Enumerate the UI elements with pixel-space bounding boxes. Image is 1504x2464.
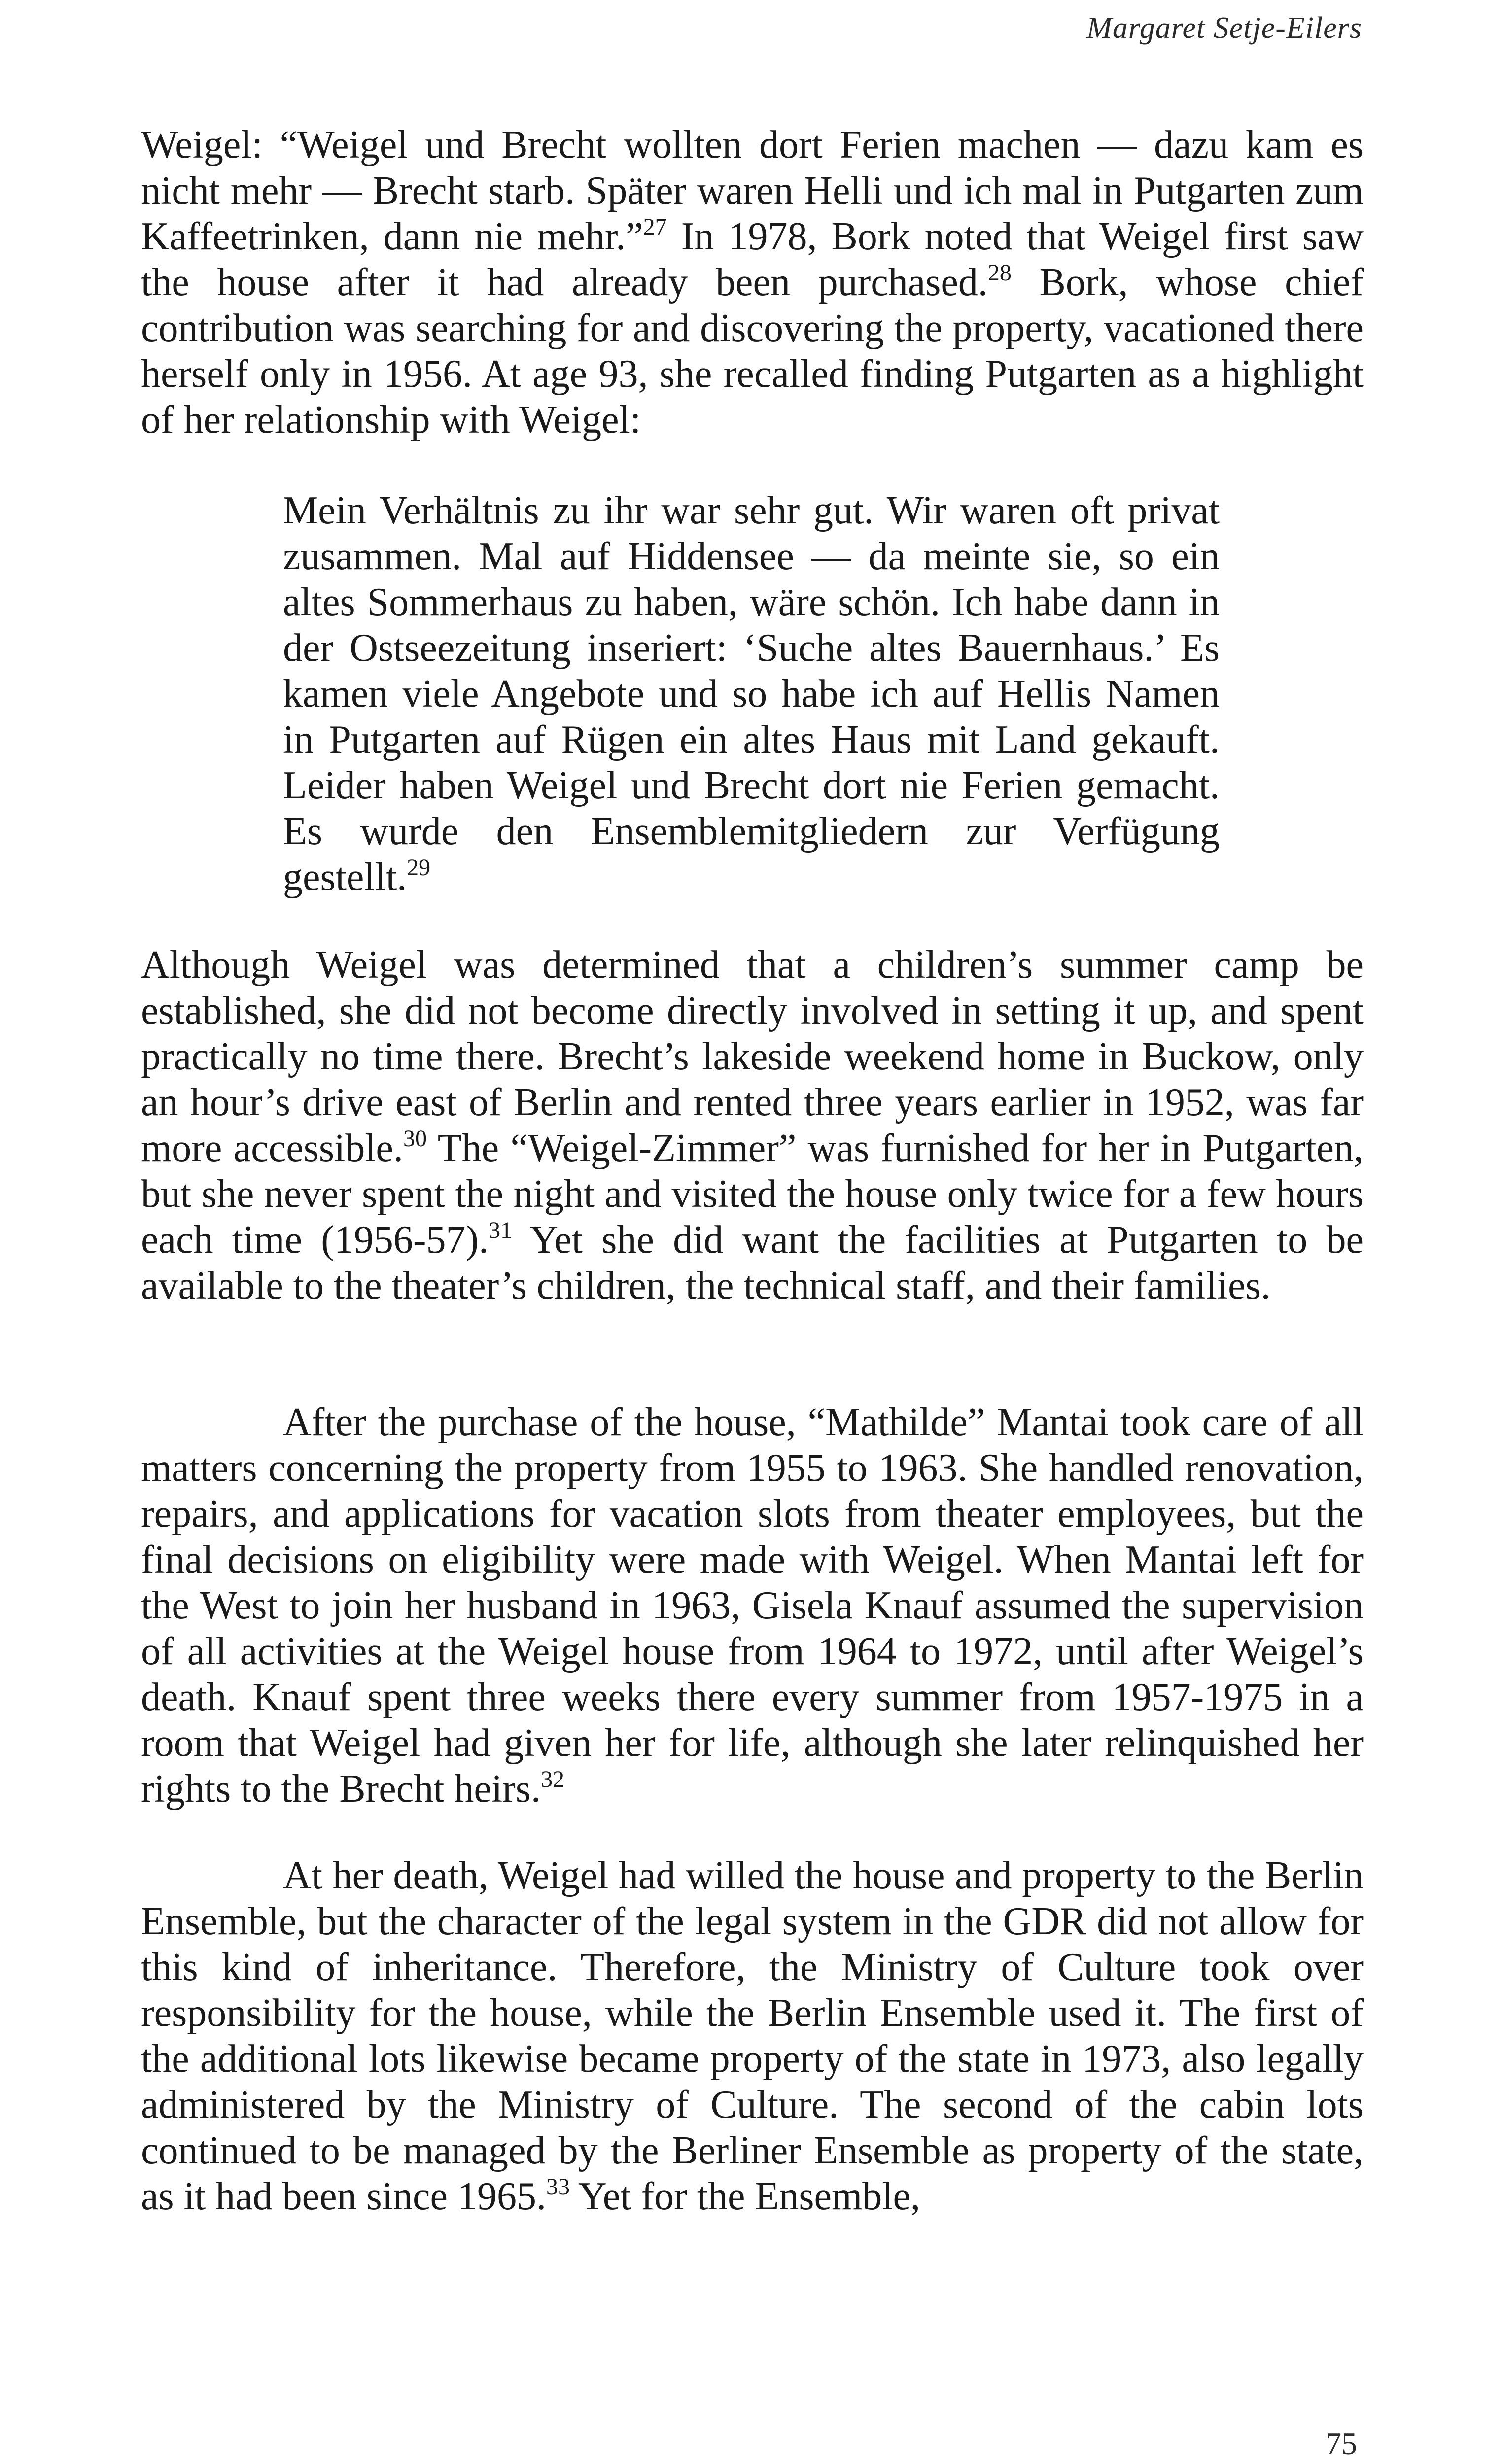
paragraph-2-text-a: Although Weigel was determined that a children’s summer camp be established, she did not become directly involved in setting it up, and spent practically no time there. Brecht’s lakeside weekend home in Buckow, only an hour’s drive east of Berlin and rented three years earlier in 1952, was far more accessible. (141, 943, 1364, 1170)
paragraph-1-text-b: In 1978, Bork noted that Weigel first saw the house after it had already been purchased. (141, 215, 1364, 304)
paragraph-3-text-a: After the purchase of the house, “Mathilde” Mantai took care of all matters concerning the property from 1955 to 1963. She handled renovation, repairs, and applications for vacation slots from theater employees, but the final decisions on eligibility were made with Weigel. When Mantai left for the West to join her husband in 1963, Gisela Knauf assumed the supervision of all activities at the Weigel house from 1964 to 1972, until after Weigel’s death. Knauf spent three weeks there every summer from 1957-1975 in a room that Weigel had given her for life, although she later relinquished her rights to the Brecht heirs. (141, 1401, 1364, 1811)
paragraph-4-text-a: At her death, Weigel had willed the house and property to the Berlin Ensemble, but the character of the legal system in the GDR did not allow for this kind of inheritance. Therefore, the Ministry of Culture took over responsibility for the house, while the Berlin Ensemble used it. The first of the additional lots likewise became property of the state in 1973, also legally administered by the Ministry of Culture. The second of the cabin lots continued to be managed by the Berliner Ensemble as property of the state, as it had been since 1965. (141, 1854, 1364, 2218)
running-head: Margaret Setje-Eilers (1086, 11, 1362, 45)
paragraph-1-text-a: Weigel: “Weigel und Brecht wollten dort Ferien machen — dazu kam es nicht mehr — Brecht starb. Später waren Helli und ich mal in Putgarten zum Kaffeetrinken, dann nie mehr.” (141, 123, 1364, 258)
paragraph-1-text-c: Bork, whose chief contribution was searching for and discovering the property, vacationed there herself only in 1956. At age 93, she recalled finding Putgarten as a highlight of her relationship with Weigel: (141, 261, 1364, 442)
paragraph-2-text-b: The “Weigel-Zimmer” was furnished for her in Putgarten, but she never spent the night and visited the house only twice for a few hours each time (1956-57). (141, 1127, 1364, 1262)
page-number: 75 (1326, 2426, 1357, 2461)
block-quote-text: Mein Verhältnis zu ihr war sehr gut. Wir waren oft privat zusammen. Mal auf Hiddensee — da meinte sie, so ein altes Sommerhaus zu haben, wäre schön. Ich habe dann in der Ostseezeitung inseriert: ‘Suche altes Bauernhaus.’ Es kamen viele Angebote und so habe ich auf Hellis Namen in Putgarten auf Rügen ein altes Haus mit Land gekauft. Leider haben Weigel und Brecht dort nie Ferien gemacht. Es wurde den Ensemblemitgliedern zur Verfügung gestellt. (283, 489, 1220, 899)
paragraph-4 (141, 1853, 1364, 2220)
footnote-ref-32: 32 (540, 1766, 564, 1792)
paragraph-4-text-b: Yet for the Ensemble, (570, 2175, 921, 2218)
block-quote (283, 488, 1220, 900)
paragraph-1 (141, 122, 1364, 443)
footnote-ref-30: 30 (403, 1126, 427, 1152)
footnote-ref-28: 28 (987, 260, 1012, 286)
footnote-ref-27: 27 (643, 214, 667, 240)
paragraph-2 (141, 942, 1364, 1309)
paragraph-3 (141, 1400, 1364, 1812)
footnote-ref-31: 31 (489, 1217, 513, 1243)
footnote-ref-33: 33 (546, 2174, 570, 2200)
paragraph-2-text-c: Yet she did want the facilities at Putgarten to be available to the theater’s children, the technical staff, and their families. (141, 1218, 1364, 1307)
footnote-ref-29: 29 (407, 855, 431, 881)
